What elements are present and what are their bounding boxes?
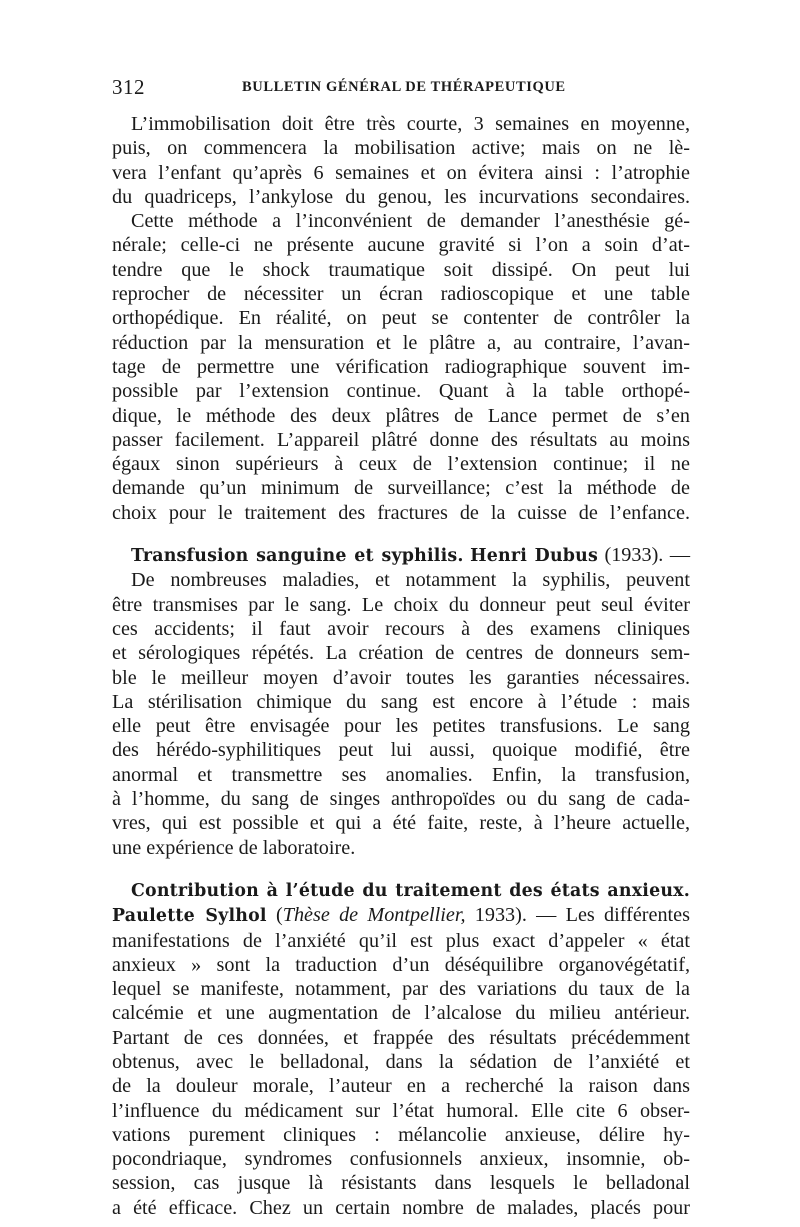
text-line: orthopédique. En réalité, on peut se contenter de contrôler la: [112, 307, 690, 330]
citation-year: (1933).: [604, 544, 664, 567]
author-citation-line: [112, 903, 690, 928]
text-line: nérale; celle-ci ne présente aucune gravité si l’on a soin d’at-: [112, 234, 690, 257]
section-heading-line: [112, 543, 690, 568]
running-title: BULLETIN GÉNÉRAL DE THÉRAPEUTIQUE: [242, 79, 566, 95]
author-name: Henri Dubus: [470, 546, 598, 567]
text-line: Cette méthode a l’inconvénient de demander l’anesthésie gé-: [131, 210, 690, 233]
citation-open: (: [275, 904, 283, 927]
section-title: Contribution à l’étude du traitement des états anxieux.: [131, 880, 690, 901]
text-line: vations purement cliniques : mélancolie anxieuse, délire hy-: [112, 1123, 690, 1146]
citation-rest: 1933). — Les différentes: [465, 904, 690, 927]
text-line: reprocher de nécessiter un écran radioscopique et une table: [112, 283, 690, 306]
text-line: ces accidents; il faut avoir recours à des examens cliniques: [112, 617, 690, 640]
text-line: de la douleur morale, l’auteur en a recherché la raison dans: [112, 1075, 690, 1098]
text-line: anormal et transmettre ses anomalies. Enfin, la transfusion,: [112, 763, 690, 786]
author-name: Paulette Sylhol: [112, 906, 267, 927]
text-line: manifestations de l’anxiété qu’il est plus exact d’appeler « état: [112, 929, 690, 952]
text-line: et sérologiques répétés. La création de centres de donneurs sem-: [112, 642, 690, 665]
text-line: a été efficace. Chez un certain nombre de malades, placés pour: [112, 1196, 690, 1219]
text-line: vera l’enfant qu’après 6 semaines et on évitera ainsi : l’atrophie: [112, 161, 690, 184]
text-line: De nombreuses maladies, et notamment la syphilis, peuvent: [131, 569, 690, 592]
citation-thesis: Thèse de Montpellier,: [282, 904, 466, 927]
text-line: anxieux » sont la traduction d’un déséquilibre organovégétatif,: [112, 953, 690, 976]
paragraph-immobilisation: [112, 112, 690, 525]
text-line: pocondriaque, syndromes confusionnels anxieux, insomnie, ob-: [112, 1148, 690, 1171]
text-line: ble le meilleur moyen d’avoir toutes les garanties nécessaires.: [112, 666, 690, 689]
text-line: tage de permettre une vérification radiographique souvent im-: [112, 355, 690, 378]
text-line: puis, on commencera la mobilisation active; mais on ne lè-: [112, 137, 690, 160]
text-line: dique, le méthode des deux plâtres de Lance permet de s’en: [112, 404, 690, 427]
text-line: l’influence du médicament sur l’état humoral. Elle cite 6 obser-: [112, 1099, 690, 1122]
text-line: être transmises par le sang. Le choix du donneur peut seul éviter: [112, 593, 690, 616]
text-line: obtenus, avec le belladonal, dans la sédation de l’anxiété et: [112, 1050, 690, 1073]
section-transfusion: [112, 543, 690, 860]
text-line: égaux sinon supérieurs à ceux de l’extension continue; il ne: [112, 453, 690, 476]
text-line: Partant de ces données, et frappée des résultats précédemment: [112, 1026, 690, 1049]
section-heading-line: [112, 878, 690, 903]
text-line: La stérilisation chimique du sang est encore à l’étude : mais: [112, 690, 690, 713]
text-line: lequel se manifeste, notamment, par des variations du taux de la: [112, 978, 690, 1001]
page-number: 312: [112, 75, 145, 99]
text-line: choix pour le traitement des fractures de la cuisse de l’enfance.: [112, 501, 690, 524]
text-line: une expérience de laboratoire.: [112, 836, 356, 859]
text-line: tendre que le shock traumatique soit dissipé. On peut lui: [112, 258, 690, 281]
text-line: passer facilement. L’appareil plâtré donne des résultats au moins: [112, 428, 690, 451]
em-dash: —: [669, 544, 690, 567]
text-line: demande qu’un minimum de surveillance; c’est la méthode de: [112, 477, 690, 500]
page-header: [112, 75, 690, 105]
text-line: L’immobilisation doit être très courte, 3 semaines en moyenne,: [131, 113, 690, 135]
text-line: elle peut être envisagée pour les petites transfusions. Le sang: [112, 715, 690, 738]
section-anxiety: [112, 878, 690, 1220]
text-line: du quadriceps, l’ankylose du genou, les incurvations secondaires.: [112, 185, 690, 208]
text-line: possible par l’extension continue. Quant à la table orthopé-: [112, 380, 690, 403]
text-line: session, cas jusque là résistants dans lesquels le belladonal: [112, 1172, 690, 1195]
text-line: vres, qui est possible et qui a été faite, reste, à l’heure actuelle,: [112, 812, 690, 835]
text-line: des hérédo-syphilitiques peut lui aussi, quoique modifié, être: [112, 739, 690, 762]
section-title: Transfusion sanguine et syphilis.: [131, 546, 464, 567]
text-line: réduction par la mensuration et le plâtre a, au contraire, l’avan-: [112, 331, 690, 354]
body-text: [112, 112, 690, 1220]
text-line: à l’homme, du sang de singes anthropoïdes ou du sang de cada-: [112, 788, 690, 811]
text-line: calcémie et une augmentation de l’alcalose du milieu antérieur.: [112, 1002, 690, 1025]
